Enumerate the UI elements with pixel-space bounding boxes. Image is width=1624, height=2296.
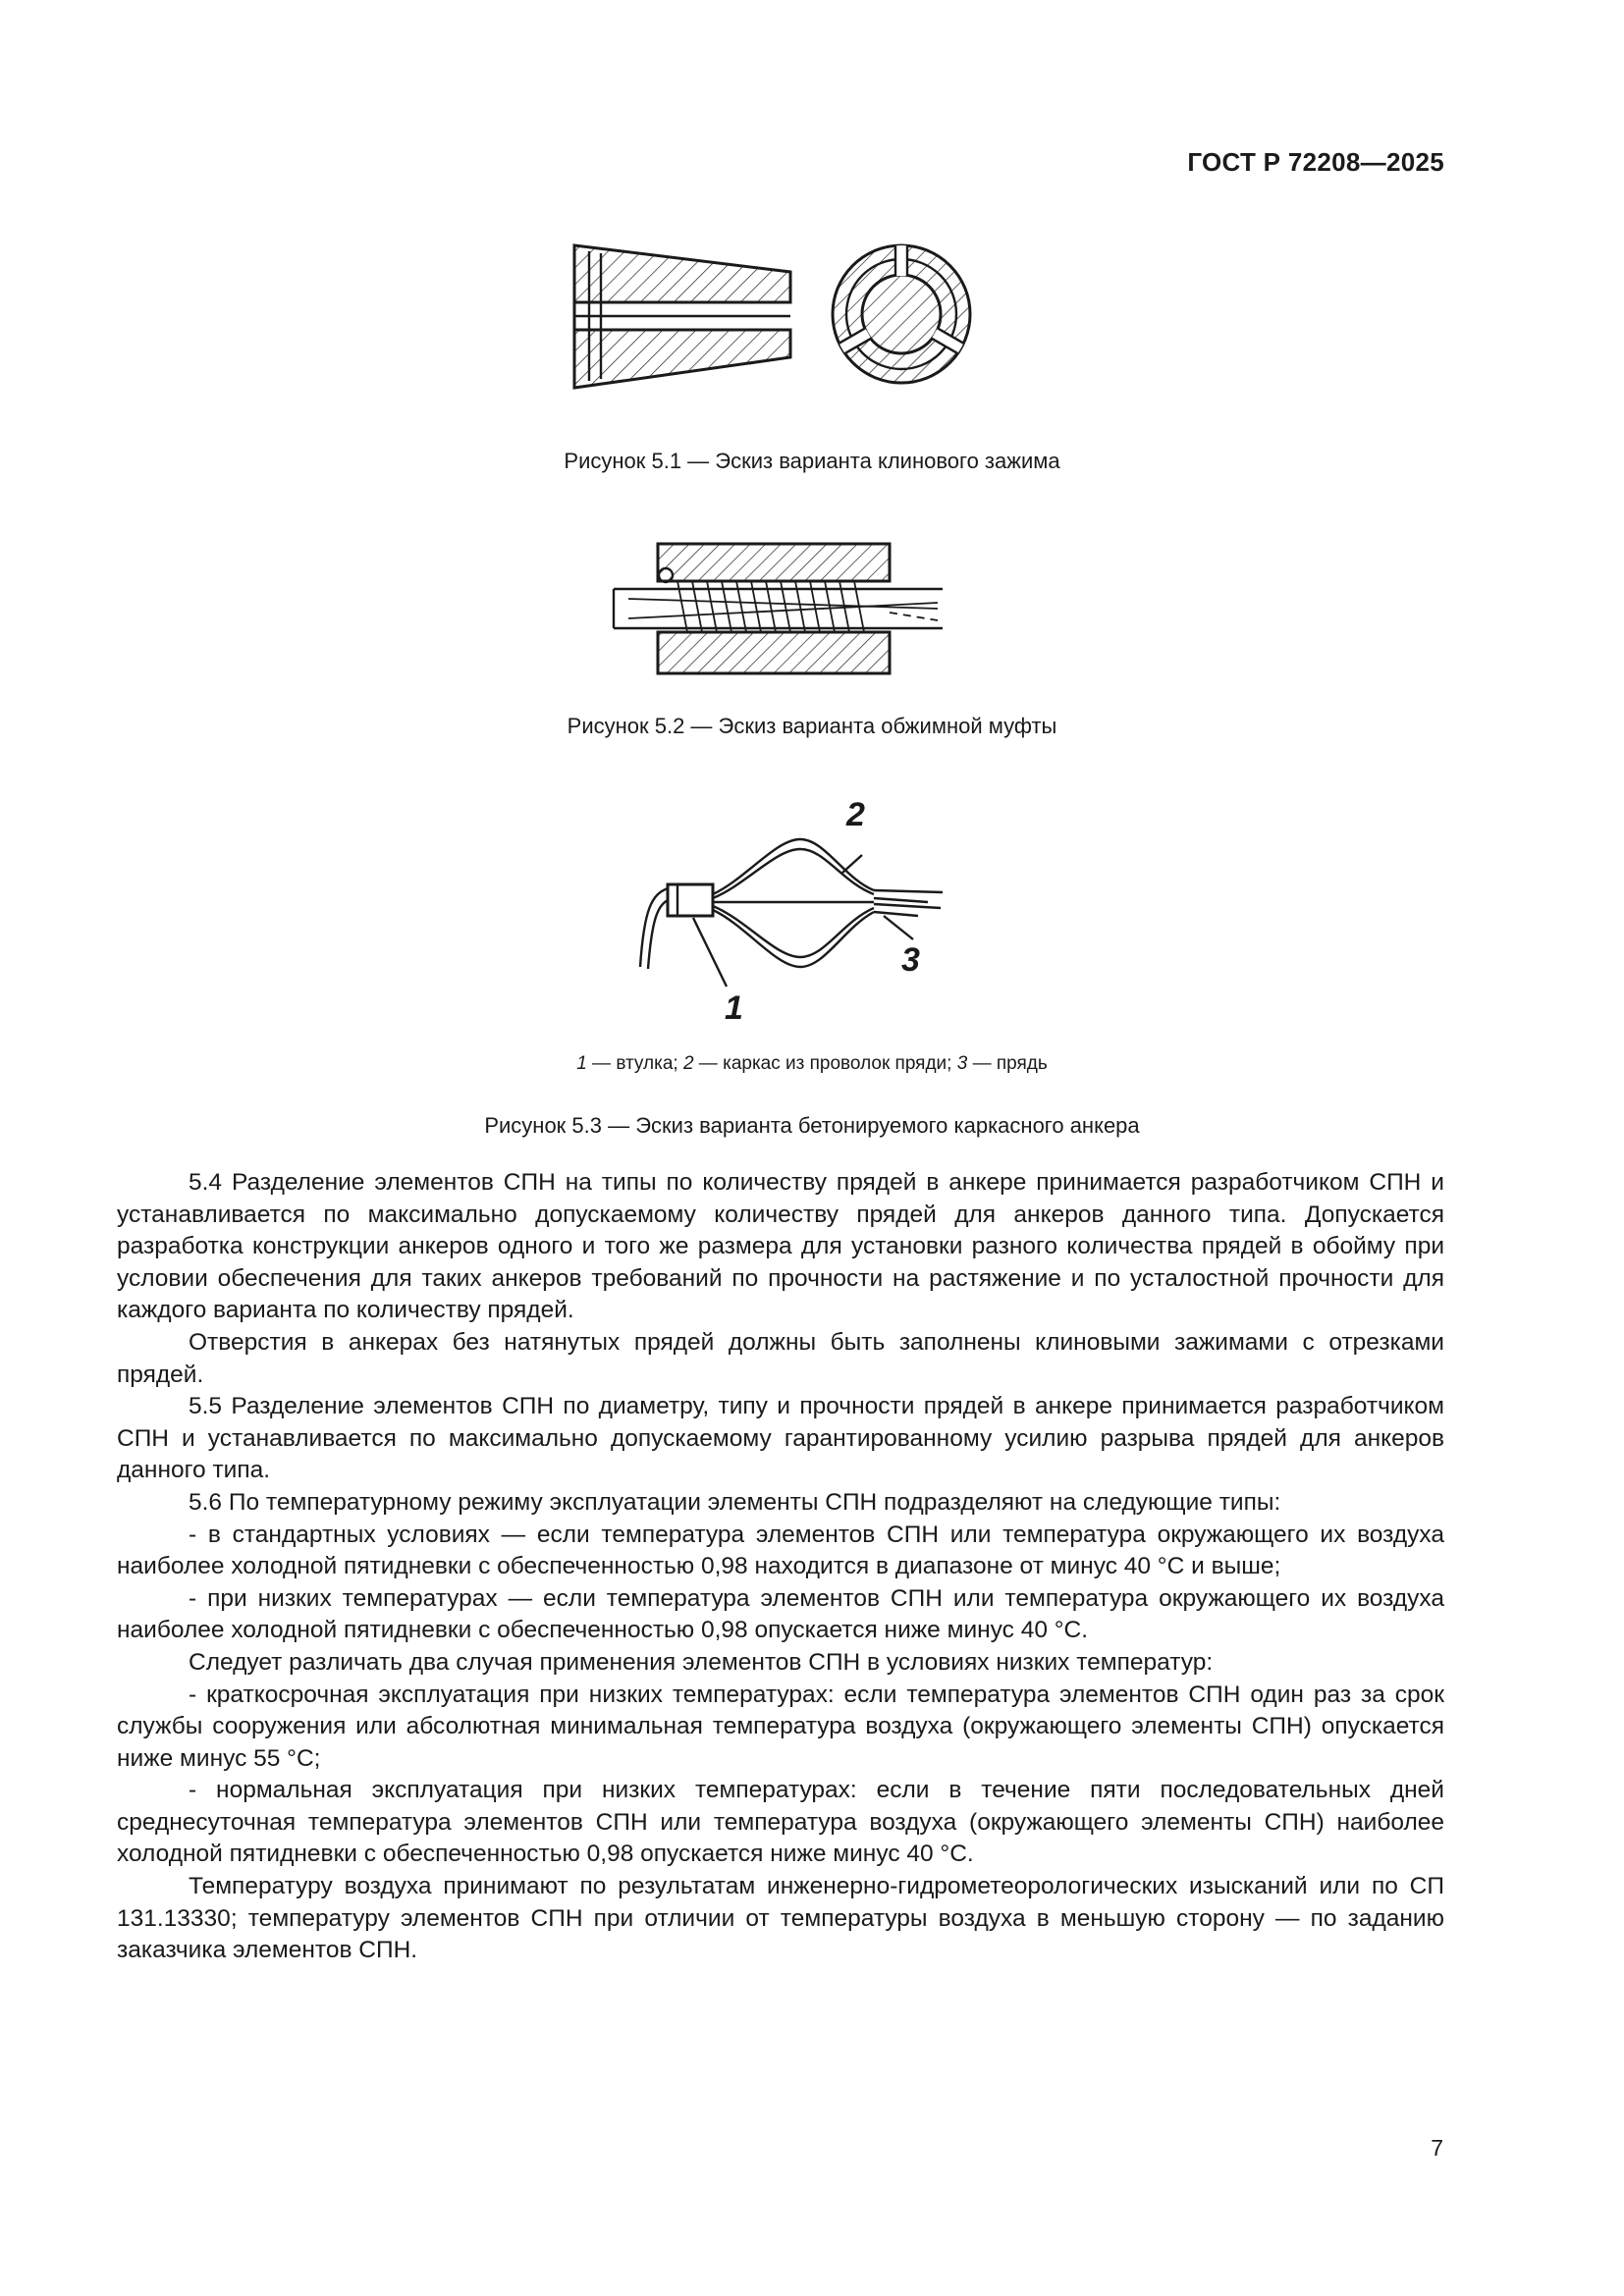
figure-5-3-legend: [0, 1053, 1624, 1075]
legend-text-1: — втулка;: [586, 1053, 683, 1074]
list-item-short-term: - краткосрочная эксплуатация при низких температурах: если температура элементов СПН один раз за срок службы сооружения или абсолютная минимальная температура воздуха (окружающего элементы СПН) опускается ниже минус 55 °С;: [117, 1681, 1444, 1772]
legend-num-2: 2: [682, 1053, 694, 1074]
list-item-low-temp: - при низких температурах — если температура элементов СПН или температура окружающего их воздуха наиболее холодной пятидневки с обеспеченностью 0,98 опускается ниже минус 40 °С.: [117, 1584, 1444, 1644]
paragraph-two-cases: Следует различать два случая применения элементов СПН в условиях низких температур:: [189, 1648, 1214, 1676]
legend-num-3: 3: [956, 1053, 968, 1074]
list-item-standard: - в стандартных условиях — если температура элементов СПН или температура окружающего их воздуха наиболее холодной пятидневки с обеспеченностью 0,98 находится в диапазоне от минус 40 °С и выше;: [117, 1521, 1444, 1580]
wedge-clamp-drawing: [0, 226, 1624, 412]
paragraph-5-4: 5.4 Разделение элементов СПН на типы по количеству прядей в анкере принимается разработчиком СПН и устанавливается по максимально допускаемому количеству прядей для анкеров данного типа. Допускается разработка конструкции анкеров одного и того же размера для установки разного количества прядей в обойму при условии обеспечения для таких анкеров требований по прочности на растяжение и по усталостной прочности для каждого варианта по количеству прядей.: [117, 1169, 1444, 1324]
figure-5-2: [0, 530, 1624, 687]
legend-num-1: 1: [576, 1053, 587, 1074]
page-number: 7: [1431, 2135, 1443, 2161]
figure-5-1: [0, 226, 1624, 412]
wedge-end-view: [833, 243, 970, 383]
figure-5-1-caption: Рисунок 5.1 — Эскиз варианта клинового зажима: [564, 449, 1060, 473]
paragraph-5-6: 5.6 По температурному режиму эксплуатации элементы СПН подразделяют на следующие типы:: [189, 1488, 1281, 1516]
coupling-body: [614, 544, 943, 673]
callout-3: 3: [901, 941, 920, 979]
callout-1: 1: [725, 989, 743, 1026]
wedge-side-view: [574, 245, 790, 388]
cage-anchor-drawing: [0, 800, 1624, 1026]
anchor-sketch: [640, 839, 943, 987]
figure-5-2-caption: Рисунок 5.2 — Эскиз варианта обжимной муфты: [567, 714, 1057, 738]
legend-text-3: — прядь: [967, 1053, 1048, 1074]
body-text: [117, 1167, 1444, 1967]
strand: [874, 890, 943, 916]
paragraph-holes: Отверстия в анкерах без натянутых прядей должны быть заполнены клиновыми зажимами с отрезками прядей.: [117, 1328, 1444, 1388]
callout-2: 2: [846, 800, 865, 833]
paragraph-air-temp: Температуру воздуха принимают по результатам инженерно-гидрометеорологических изысканий или по СП 131.13330; температуру элементов СПН при отличии от температуры воздуха в меньшую сторону — по заданию заказчика элементов СПН.: [117, 1873, 1444, 1964]
figure-5-3-caption: Рисунок 5.3 — Эскиз варианта бетонируемого каркасного анкера: [484, 1113, 1140, 1138]
figure-5-3: [0, 800, 1624, 1026]
crimp-coupling-drawing: [0, 530, 1624, 687]
sleeve: [668, 884, 713, 916]
paragraph-5-5: 5.5 Разделение элементов СПН по диаметру, типу и прочности прядей в анкере принимается разработчиком СПН и устанавливается по максимально допускаемому гарантированному усилию разрыва прядей для анкеров данного типа.: [117, 1393, 1444, 1484]
legend-text-2: — каркас из проволок пряди;: [693, 1053, 957, 1074]
list-item-normal: - нормальная эксплуатация при низких температурах: если в течение пяти последовательных дней среднесуточная температура элементов СПН или температура воздуха (окружающего элементы СПН) наиболее холодной пятидневки с обеспеченностью 0,98 опускается ниже минус 40 °С.: [117, 1777, 1444, 1868]
document-code: ГОСТ Р 72208—2025: [1187, 147, 1444, 177]
